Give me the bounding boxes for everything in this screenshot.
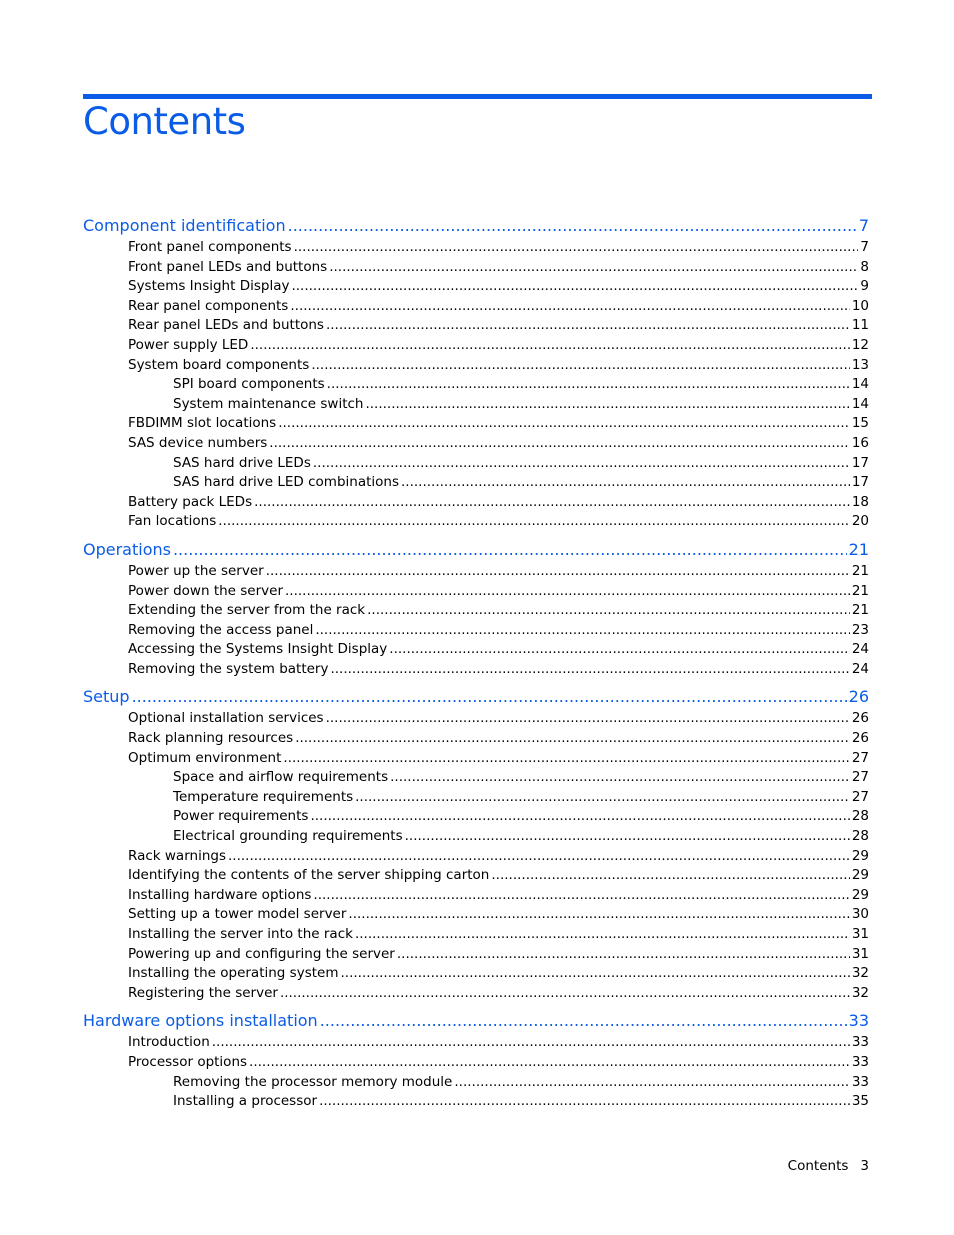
toc-dot-leader (310, 807, 849, 827)
toc-entry-title: Operations (83, 539, 171, 559)
footer-label: Contents (787, 1158, 849, 1174)
toc-entry-page: 29 (851, 867, 869, 884)
toc-dot-leader (132, 685, 847, 709)
toc-entry-page: 21 (848, 539, 869, 559)
toc-entry-title: Power down the server (128, 582, 284, 599)
toc-entry-page: 33 (851, 1073, 869, 1090)
toc-entry-link[interactable] (83, 316, 869, 336)
toc-entry-link[interactable] (83, 414, 869, 434)
toc-entry-link[interactable] (83, 768, 869, 788)
toc-dot-leader (278, 414, 850, 434)
toc-dot-leader (249, 1053, 850, 1073)
toc-entry-title: Front panel components (128, 239, 292, 255)
toc-entry-link[interactable] (83, 473, 869, 493)
toc-entry-title: Removing the processor memory module (173, 1073, 453, 1090)
toc-dot-leader (390, 768, 850, 788)
toc-dot-leader (173, 538, 847, 562)
toc-entry-link[interactable] (83, 984, 869, 1004)
toc-section-link[interactable] (83, 685, 869, 709)
toc-entry-link[interactable] (83, 1073, 869, 1093)
toc-section-link[interactable] (83, 214, 869, 238)
toc-entry-page: 17 (851, 474, 869, 491)
toc-entry-title: Setup (83, 687, 130, 707)
toc-entry-title: Fan locations (128, 513, 217, 530)
toc-entry-title: Installing the operating system (128, 965, 339, 982)
toc-entry-page: 35 (851, 1093, 869, 1110)
toc-entry-link[interactable] (83, 493, 869, 513)
toc-entry-title: Removing the system battery (128, 660, 329, 677)
page-footer (788, 1158, 869, 1174)
toc-entry-link[interactable] (83, 709, 869, 729)
toc-dot-leader (315, 621, 849, 641)
toc-dot-leader (397, 945, 850, 965)
toc-entry-link[interactable] (83, 277, 869, 297)
toc-entry-link[interactable] (83, 1092, 869, 1112)
toc-dot-leader (266, 562, 850, 582)
toc-dot-leader (285, 582, 850, 602)
toc-entry-title: Setting up a tower model server (128, 906, 347, 923)
toc-dot-leader (283, 749, 849, 769)
toc-entry-page: 27 (851, 769, 869, 786)
toc-entry-page: 29 (851, 847, 869, 864)
toc-entry-link[interactable] (83, 1053, 869, 1073)
toc-entry-title: Electrical grounding requirements (173, 828, 403, 845)
toc-entry-link[interactable] (83, 925, 869, 945)
toc-entry-page: 27 (851, 749, 869, 766)
toc-entry-link[interactable] (83, 788, 869, 808)
toc-entry-title: Removing the access panel (128, 621, 314, 638)
toc-entry-title: Component identification (83, 216, 286, 235)
toc-entry-title: Power requirements (173, 808, 309, 825)
toc-entry-page: 14 (851, 395, 869, 412)
toc-dot-leader (454, 1073, 849, 1093)
toc-entry-link[interactable] (83, 827, 869, 847)
toc-entry-link[interactable] (83, 297, 869, 317)
toc-dot-leader (269, 434, 850, 454)
toc-dot-leader (355, 925, 850, 945)
toc-entry-link[interactable] (83, 807, 869, 827)
toc-dot-leader (295, 729, 850, 749)
toc-entry-title: Introduction (128, 1034, 210, 1051)
toc-entry-page: 24 (851, 641, 869, 658)
toc-entry-page: 18 (851, 493, 869, 510)
toc-dot-leader (250, 336, 849, 356)
toc-entry-link[interactable] (83, 395, 869, 415)
toc-entry-page: 33 (851, 1053, 869, 1070)
toc-dot-leader (218, 512, 850, 532)
toc-entry-link[interactable] (83, 660, 869, 680)
toc-entry-page: 26 (851, 730, 869, 747)
toc-entry-title: Installing the server into the rack (128, 926, 353, 942)
toc-entry-title: System board components (128, 356, 310, 373)
toc-dot-leader (288, 214, 857, 238)
toc-dot-leader (367, 601, 850, 621)
toc-entry-link[interactable] (83, 621, 869, 641)
toc-entry-link[interactable] (83, 512, 869, 532)
toc-entry-page: 33 (851, 1034, 869, 1051)
toc-entry-title: SPI board components (173, 376, 325, 393)
toc-entry-link[interactable] (83, 375, 869, 395)
toc-entry-link[interactable] (83, 434, 869, 454)
toc-dot-leader (405, 827, 850, 847)
toc-entry-title: Space and airflow requirements (173, 769, 389, 786)
toc-entry-page: 15 (851, 415, 869, 432)
toc-entry-title: Rack planning resources (128, 730, 294, 747)
toc-entry-page: 21 (851, 602, 869, 619)
toc-entry-page: 32 (851, 984, 869, 1001)
toc-entry-link[interactable] (83, 886, 869, 906)
toc-section-link[interactable] (83, 538, 869, 562)
toc-entry-page: 7 (860, 239, 869, 255)
toc-entry-title: Hardware options installation (83, 1011, 318, 1031)
toc-entry-page: 11 (851, 317, 869, 334)
toc-dot-leader (327, 375, 850, 395)
toc-entry-page: 30 (851, 906, 869, 923)
toc-entry-page: 13 (851, 356, 869, 373)
toc-entry-link[interactable] (83, 1033, 869, 1053)
toc-entry-title: Rack warnings (128, 847, 226, 864)
toc-entry-title: Power supply LED (128, 336, 249, 353)
toc-entry-page: 28 (851, 808, 869, 825)
toc-entry-title: Rear panel components (128, 297, 289, 314)
toc-entry-page: 16 (851, 434, 869, 451)
toc-dot-leader (254, 493, 850, 513)
toc-entry-page: 12 (851, 336, 869, 353)
toc-entry-title: Installing a processor (173, 1093, 318, 1110)
toc-entry-page: 32 (851, 965, 869, 982)
toc-entry-link[interactable] (83, 905, 869, 925)
toc-entry-link[interactable] (83, 454, 869, 474)
toc-entry-title: Registering the server (128, 984, 278, 1001)
toc-entry-page: 24 (851, 660, 869, 677)
toc-entry-page: 8 (860, 258, 869, 275)
toc-entry-link[interactable] (83, 847, 869, 867)
toc-dot-leader (313, 454, 850, 474)
toc-dot-leader (311, 356, 849, 376)
toc-entry-page: 26 (848, 687, 869, 707)
toc-dot-leader (319, 1092, 850, 1112)
toc-entry-page: 27 (851, 788, 869, 805)
toc-entry-title: Powering up and configuring the server (128, 945, 395, 962)
footer-page-number: 3 (860, 1158, 869, 1174)
toc-entry-link[interactable] (83, 582, 869, 602)
toc-dot-leader (291, 277, 858, 297)
toc-entry-title: SAS hard drive LED combinations (173, 474, 399, 491)
toc-dot-leader (313, 886, 849, 906)
toc-entry-title: Installing hardware options (128, 886, 312, 903)
toc-dot-leader (290, 297, 849, 317)
toc-dot-leader (329, 258, 858, 278)
toc-dot-leader (389, 640, 850, 660)
toc-entry-title: SAS hard drive LEDs (173, 454, 311, 471)
toc-entry-link[interactable] (83, 336, 869, 356)
toc-entry-page: 33 (848, 1011, 869, 1031)
toc-entry-page: 20 (851, 513, 869, 530)
toc-entry-link[interactable] (83, 945, 869, 965)
toc-entry-page: 26 (851, 710, 869, 727)
toc-entry-page: 21 (851, 582, 869, 599)
toc-entry-title: Temperature requirements (173, 788, 354, 805)
toc-entry-title: Optional installation services (128, 710, 324, 727)
toc-entry-link[interactable] (83, 964, 869, 984)
toc-entry-title: Front panel LEDs and buttons (128, 258, 328, 275)
header-rule (83, 94, 872, 99)
toc-entry-title: Processor options (128, 1053, 248, 1070)
toc-entry-page: 31 (851, 945, 869, 962)
toc-entry-title: Power up the server (128, 562, 264, 579)
toc-dot-leader (330, 660, 849, 680)
toc-entry-page: 28 (851, 828, 869, 845)
toc-entry-title: Accessing the Systems Insight Display (128, 641, 388, 658)
toc-entry-title: SAS device numbers (128, 434, 268, 451)
toc-section-link[interactable] (83, 1009, 869, 1033)
toc-dot-leader (355, 788, 850, 808)
toc-dot-leader (401, 473, 850, 493)
toc-entry-link[interactable] (83, 601, 869, 621)
toc-entry-title: System maintenance switch (173, 395, 364, 412)
toc-dot-leader (348, 905, 849, 925)
toc-entry-link[interactable] (83, 640, 869, 660)
toc-entry-title: Battery pack LEDs (128, 493, 253, 510)
toc-entry-page: 10 (851, 297, 869, 314)
toc-entry-page: 23 (851, 621, 869, 638)
toc-dot-leader (365, 395, 849, 415)
toc-dot-leader (326, 316, 850, 336)
toc-entry-title: FBDIMM slot locations (128, 415, 277, 432)
toc-entry-link[interactable] (83, 238, 869, 258)
toc-entry-title: Identifying the contents of the server shipping carton (128, 867, 490, 884)
toc-entry-page: 31 (851, 926, 869, 942)
toc-entry-title: Systems Insight Display (128, 278, 290, 295)
toc-dot-leader (294, 238, 859, 258)
page-title: Contents (83, 100, 246, 143)
toc-dot-leader (326, 709, 850, 729)
toc-entry-page: 17 (851, 454, 869, 471)
toc-entry-title: Rear panel LEDs and buttons (128, 317, 324, 334)
toc-entry-link[interactable] (83, 749, 869, 769)
toc-entry-page: 7 (858, 216, 869, 235)
toc-entry-link[interactable] (83, 258, 869, 278)
toc-entry-title: Optimum environment (128, 749, 282, 766)
toc-entry-page: 9 (860, 278, 869, 295)
toc-entry-link[interactable] (83, 356, 869, 376)
toc-dot-leader (280, 984, 850, 1004)
table-of-contents (83, 214, 869, 1112)
toc-entry-link[interactable] (83, 562, 869, 582)
toc-dot-leader (212, 1033, 850, 1053)
toc-entry-page: 14 (851, 376, 869, 393)
toc-entry-link[interactable] (83, 866, 869, 886)
toc-dot-leader (491, 866, 849, 886)
toc-dot-leader (320, 1009, 847, 1033)
toc-dot-leader (340, 964, 849, 984)
toc-entry-page: 29 (851, 886, 869, 903)
toc-entry-title: Extending the server from the rack (128, 602, 366, 619)
toc-entry-page: 21 (851, 562, 869, 579)
toc-entry-link[interactable] (83, 729, 869, 749)
toc-dot-leader (228, 847, 850, 867)
